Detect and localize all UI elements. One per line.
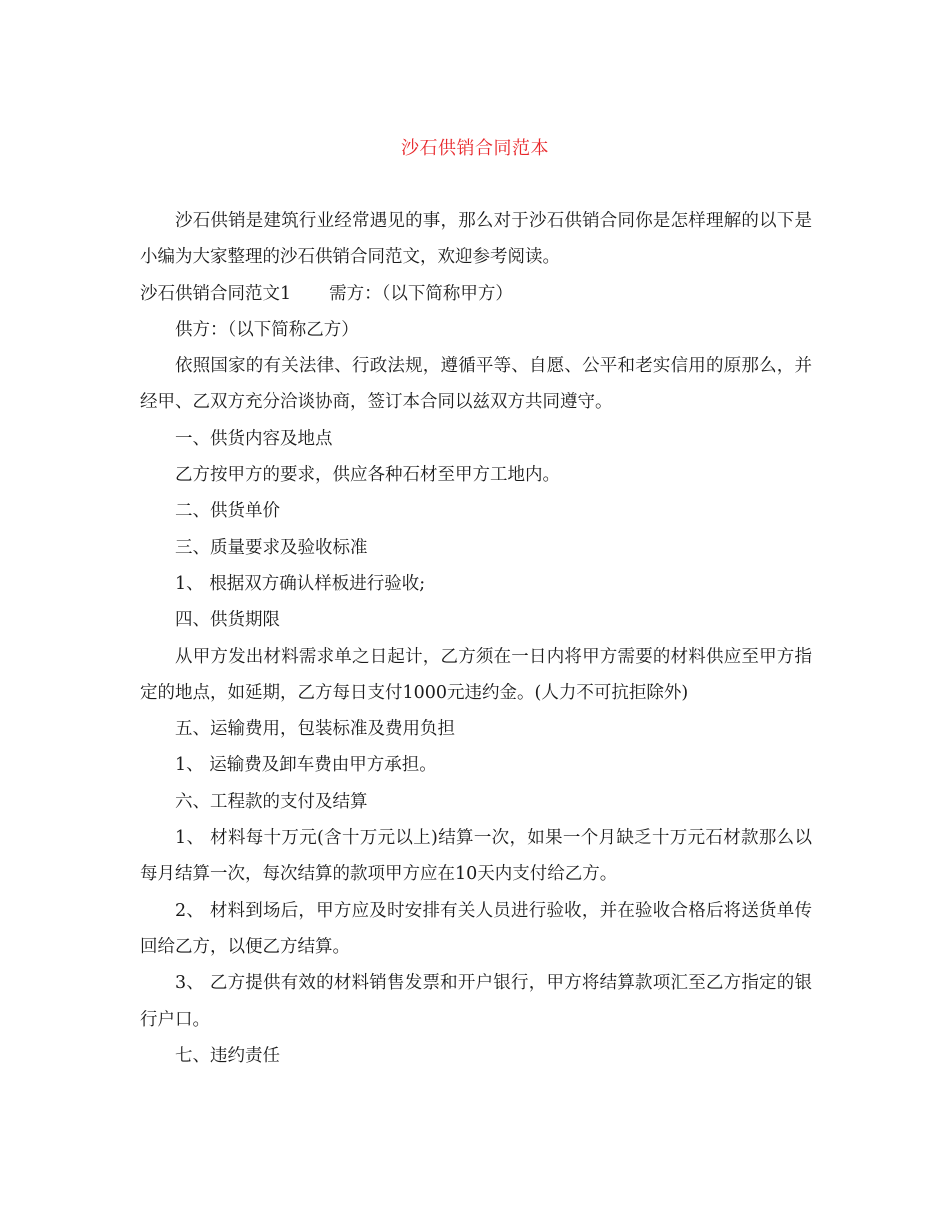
section-item: 1、 运输费及卸车费由甲方承担。 [175,755,437,776]
section-heading: 四、供货期限 [175,610,280,631]
section-heading: 六、工程款的支付及结算 [175,791,368,812]
section-paragraph: 从甲方发出材料需求单之日起计，乙方须在一日内将甲方需要的材料供应至甲方指定的地点，如延期，乙方每日支付1000元违约金。(人力不可抗拒除外) [140,646,812,703]
section-heading: 五、运输费用，包装标准及费用负担 [175,719,455,740]
document-title: 沙石供销合同范本 [401,138,549,159]
preamble-paragraph: 依照国家的有关法律、行政法规，遵循平等、自愿、公平和老实信用的原那么，并经甲、乙双方充分洽谈协商，签订本合同以兹双方共同遵守。 [140,356,812,413]
sample-heading: 沙石供销合同范文1 [140,283,292,304]
section-heading: 一、供货内容及地点 [175,428,333,449]
intro-paragraph: 沙石供销是建筑行业经常遇见的事，那么对于沙石供销合同你是怎样理解的以下是小编为大家整理的沙石供销合同范文，欢迎参考阅读。 [140,211,812,268]
section-item: 3、 乙方提供有效的材料销售发票和开户银行，甲方将结算款项汇至乙方指定的银行户口。 [140,973,812,1030]
section-heading: 二、供货单价 [175,501,280,522]
section-heading: 七、违约责任 [175,1045,280,1066]
sample-heading-line [140,276,812,312]
supplier-line: 供方：（以下简称乙方） [175,319,359,340]
section-item: 1、 材料每十万元(含十万元以上)结算一次，如果一个月缺乏十万元石材款那么以每月结算一次，每次结算的款项甲方应在10天内支付给乙方。 [140,828,812,885]
section-item: 1、 根据双方确认样板进行验收; [175,573,426,594]
buyer-line: 需方：（以下简称甲方） [329,283,513,304]
section-item: 2、 材料到场后，甲方应及时安排有关人员进行验收，并在验收合格后将送货单传回给乙方，以便乙方结算。 [140,900,812,957]
section-paragraph: 乙方按甲方的要求，供应各种石材至甲方工地内。 [175,465,560,486]
document-body [140,203,812,1074]
section-heading: 三、质量要求及验收标准 [175,537,368,558]
